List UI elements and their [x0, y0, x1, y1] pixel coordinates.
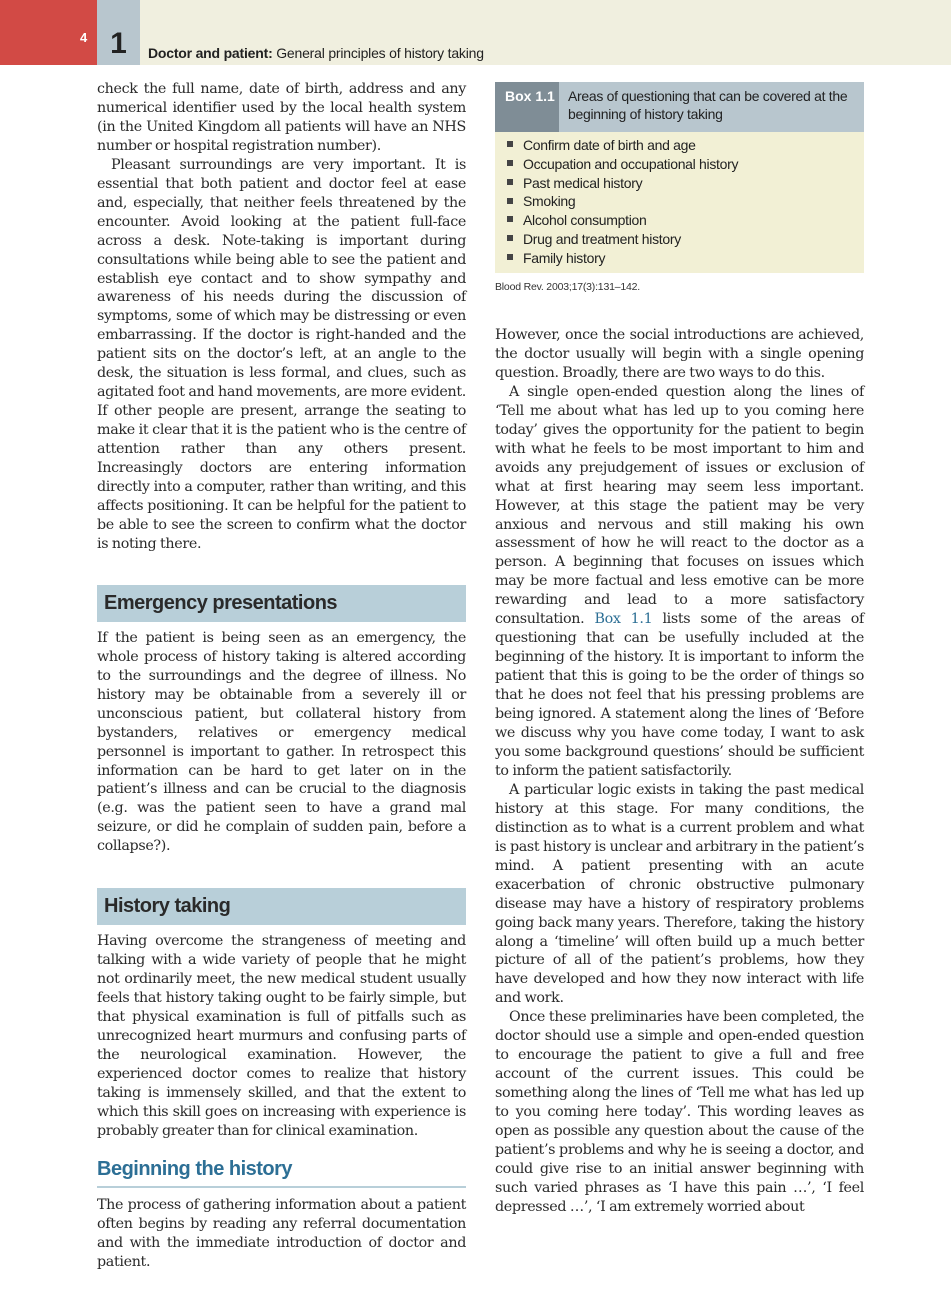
list-item: Occupation and occupational history: [507, 155, 864, 174]
box-1-1-link[interactable]: Box 1.1: [594, 611, 653, 628]
box-list: [507, 136, 864, 268]
paragraph: However, once the social introductions are achieved, the doctor usually will begin with a single opening question. Broadly, there are two ways to do this.: [495, 327, 864, 381]
bullet-icon: [507, 198, 513, 204]
bullet-icon: [507, 141, 513, 147]
list-item: Drug and treatment history: [507, 230, 864, 249]
box-1-1: [495, 82, 864, 293]
subheading-beginning-history: Beginning the history: [97, 1158, 466, 1188]
bullet-icon: [507, 254, 513, 260]
chapter-title: [148, 45, 484, 61]
paragraph: If the patient is being seen as an emergency, the whole process of history taking is altered according to the surroundings and the degree of illness. No history may be obtainable from a severely ill or unconscious patient, but collateral history from bystanders, relatives or emergency medical personnel is important to gather. In retrospect this information can be hard to get later on in the patient’s illness and can be crucial to the diagnosis (e.g. was the patient seen to have a grand mal seizure, or did he complain of sudden pain, before a collapse?).: [97, 629, 466, 855]
list-item: Alcohol consumption: [507, 211, 864, 230]
section-heading-emergency: Emergency presentations: [97, 585, 466, 622]
box-label: Box 1.1: [495, 82, 559, 132]
paragraph: Once these preliminaries have been completed, the doctor should use a simple and open-ended question to encourage the patient to give a full and free account of the current issues. This could be something along the lines of ‘Tell me what has led up to you coming here today’. This wording leaves as open as possible any question about the cause of the patient’s problems and why he is seeing a doctor, and could give rise to an initial answer beginning with such varied phrases as ‘I have this pain …’, ‘I feel depressed …’, ‘I am extremely worried about: [495, 1009, 864, 1215]
chapter-title-bold: Doctor and patient:: [148, 45, 273, 61]
list-item: Past medical history: [507, 174, 864, 193]
box-source: Blood Rev. 2003;17(3):131–142.: [495, 281, 640, 293]
list-item: Smoking: [507, 192, 864, 211]
right-column: [495, 326, 864, 1217]
box-title: Areas of questioning that can be covered at the beginning of history taking: [568, 88, 848, 122]
chapter-number-block: [97, 0, 140, 65]
list-item: Confirm date of birth and age: [507, 136, 864, 155]
paragraph: A single open-ended question along the lines of ‘Tell me about what has led up to you coming here today’ gives the opportunity for the patient to begin with what he feels to be most important to him and avoids any prejudgement of issues or exclusion of what at first hearing may seem less important. However, at this stage the patient may be very anxious and nervous and still making his own assessment of how he will react to the doctor as a person. A beginning that focuses on issues which may be more factual and less emotive can be more rewarding and lead to a more satisfactory consultation. Box 1.1 lists some of the areas of questioning that can be usefully included at the beginning of the history. It is important to inform the patient that this is going to be the order of things so that he does not feel that his pressing problems are being ignored. A statement along the lines of ‘Before we discuss why you have come today, I want to ask you some background questions’ should be sufficient to inform the patient satisfactorily.: [495, 383, 864, 779]
bullet-icon: [507, 235, 513, 241]
box-body: [495, 132, 864, 273]
paragraph: The process of gathering information about a patient often begins by reading any referral documentation and with the immediate introduction of doctor and patient.: [97, 1196, 466, 1270]
box-header: [495, 82, 864, 132]
bullet-icon: [507, 216, 513, 222]
list-item: Family history: [507, 249, 864, 268]
paragraph: Pleasant surroundings are very important. It is essential that both patient and doctor feel at ease and, especially, that neither feels threatened by the encounter. Avoid looking at the patient full-face across a desk. Note-taking is important during consultations while being able to see the patient and establish eye contact and to show sympathy and awareness of his needs during the discussion of symptoms, some of which may be distressing or even embarrassing. If the doctor is right-handed and the patient sits on the doctor’s left, at an angle to the desk, the situation is less formal, and clues, such as agitated foot and hand movements, are more evident. If other people are present, arrange the seating to make it clear that it is the patient who is the centre of attention rather than any others present. Increasingly doctors are entering information directly into a computer, rather than writing, and this affects positioning. It can be helpful for the patient to be able to see the screen to confirm what the doctor is noting there.: [97, 156, 466, 552]
page-number: 4: [80, 30, 88, 45]
bullet-icon: [507, 160, 513, 166]
paragraph: check the full name, date of birth, address and any numerical identifier used by the local health system (in the United Kingdom all patients will have an NHS number or hospital registration number).: [97, 81, 466, 154]
page-number-block: [0, 0, 97, 65]
paragraph: Having overcome the strangeness of meeting and talking with a wide variety of people that he might not ordinarily meet, the new medical student usually feels that history taking ought to be fairly simple, but that physical examination is full of pitfalls such as unrecognized heart murmurs and confusing parts of the neurological examination. However, the experienced doctor comes to realize that history taking is immensely skilled, and that the extent to which this skill goes on increasing with experience is probably greater than for clinical examination.: [97, 933, 466, 1139]
paragraph: A particular logic exists in taking the past medical history at this stage. For many conditions, the distinction as to what is a current problem and what is past history is unclear and arbitrary in the patient’s mind. A patient presenting with an acute exacerbation of chronic obstructive pulmonary disease may have a history of respiratory problems going back many years. Therefore, taking the history along a ‘timeline’ will often build up a much better picture of all of the patient’s problems, how they have developed and how they now interact with life and work.: [495, 781, 864, 1007]
chapter-number: 1: [110, 27, 127, 60]
chapter-title-rest: General principles of history taking: [272, 45, 484, 61]
bullet-icon: [507, 179, 513, 185]
section-heading-history-taking: History taking: [97, 888, 466, 925]
left-column: [97, 80, 466, 1272]
